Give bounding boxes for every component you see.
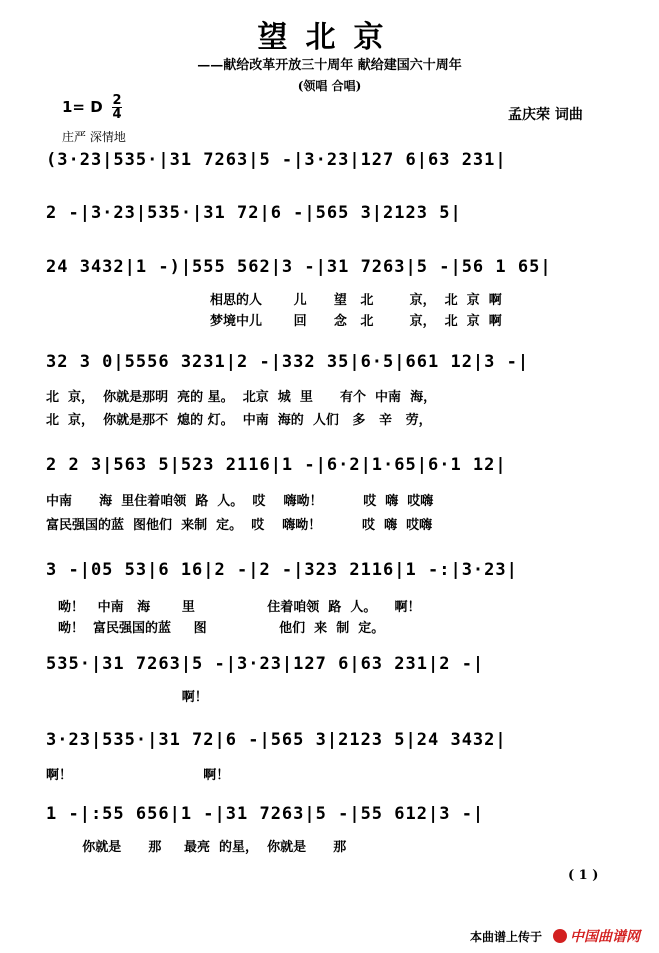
score-row: 1 -|:55 656|1 -|31 7263|5 -|55 612|3 -|	[46, 804, 485, 824]
page-number: ( 1 )	[568, 868, 599, 883]
lyric-line: 你就是 那 最亮 的星， 你就是 那	[46, 840, 347, 855]
composer-credit: 孟庆荣 词曲	[508, 107, 583, 123]
score-row: 3 -|05 53|6 16|2 -|2 -|323 2116|1 -:|3·23|	[46, 560, 518, 580]
performance-note: (领唱 合唱)	[297, 79, 362, 93]
lyric-line: 呦！ 中南 海 里 住着咱领 路 人。 啊！	[58, 600, 421, 615]
score-row: 2 -|3·23|535·|31 72|6 -|565 3|2123 5|	[46, 203, 462, 223]
time-signature	[112, 94, 122, 121]
site-logo[interactable]	[553, 926, 640, 946]
score-row: 3·23|535·|31 72|6 -|565 3|2123 5|24 3432|	[46, 730, 507, 750]
lyric-line: 呦！ 富民强国的蓝 图 他们 来 制 定。	[58, 621, 385, 636]
score-row: 2 2 3|563 5|523 2116|1 -|6·2|1·65|6·1 12|	[46, 455, 507, 475]
score-row: 24 3432|1 -)|555 562|3 -|31 7263|5 -|56 1 65|	[46, 257, 552, 277]
lyric-line: 相思的人 儿 望 北 京， 北 京 啊	[210, 293, 502, 308]
lyric-line: 中南 海 里住着咱领 路 人。 哎 嗨呦！ 哎 嗨 哎嗨	[46, 494, 434, 509]
time-numerator: 2	[112, 93, 122, 108]
lyric-line: 啊！ 啊！	[46, 768, 230, 783]
lyric-line: 富民强国的蓝 图他们 来制 定。 哎 嗨呦！ 哎 嗨 哎嗨	[46, 518, 433, 533]
lyric-line: 梦境中儿 回 念 北 京， 北 京 啊	[210, 314, 502, 329]
lyric-line: 北 京， 你就是那不 熄的 灯。 中南 海的 人们 多 辛 劳，	[46, 413, 432, 428]
score-row: (3·23|535·|31 7263|5 -|3·23|127 6|63 231|	[46, 150, 507, 170]
score-subtitle: ——献给改革开放三十周年 献给建国六十周年	[197, 58, 462, 73]
upload-note: 本曲谱上传于	[470, 930, 543, 944]
logo-icon	[553, 929, 567, 943]
lyric-line: 啊！	[46, 690, 208, 705]
key-signature: 1= D	[62, 98, 103, 116]
lyric-line: 北 京， 你就是那明 亮的 星。 北京 城 里 有个 中南 海，	[46, 390, 437, 405]
expression-marking: 庄严 深情地	[62, 130, 126, 144]
score-row: 535·|31 7263|5 -|3·23|127 6|63 231|2 -|	[46, 654, 485, 674]
site-name: 中国曲谱网	[570, 929, 640, 945]
score-title: 望北京	[257, 20, 402, 55]
score-row: 32 3 0|5556 3231|2 -|332 35|6·5|661 12|3 -|	[46, 352, 530, 372]
time-denominator: 4	[112, 107, 122, 122]
